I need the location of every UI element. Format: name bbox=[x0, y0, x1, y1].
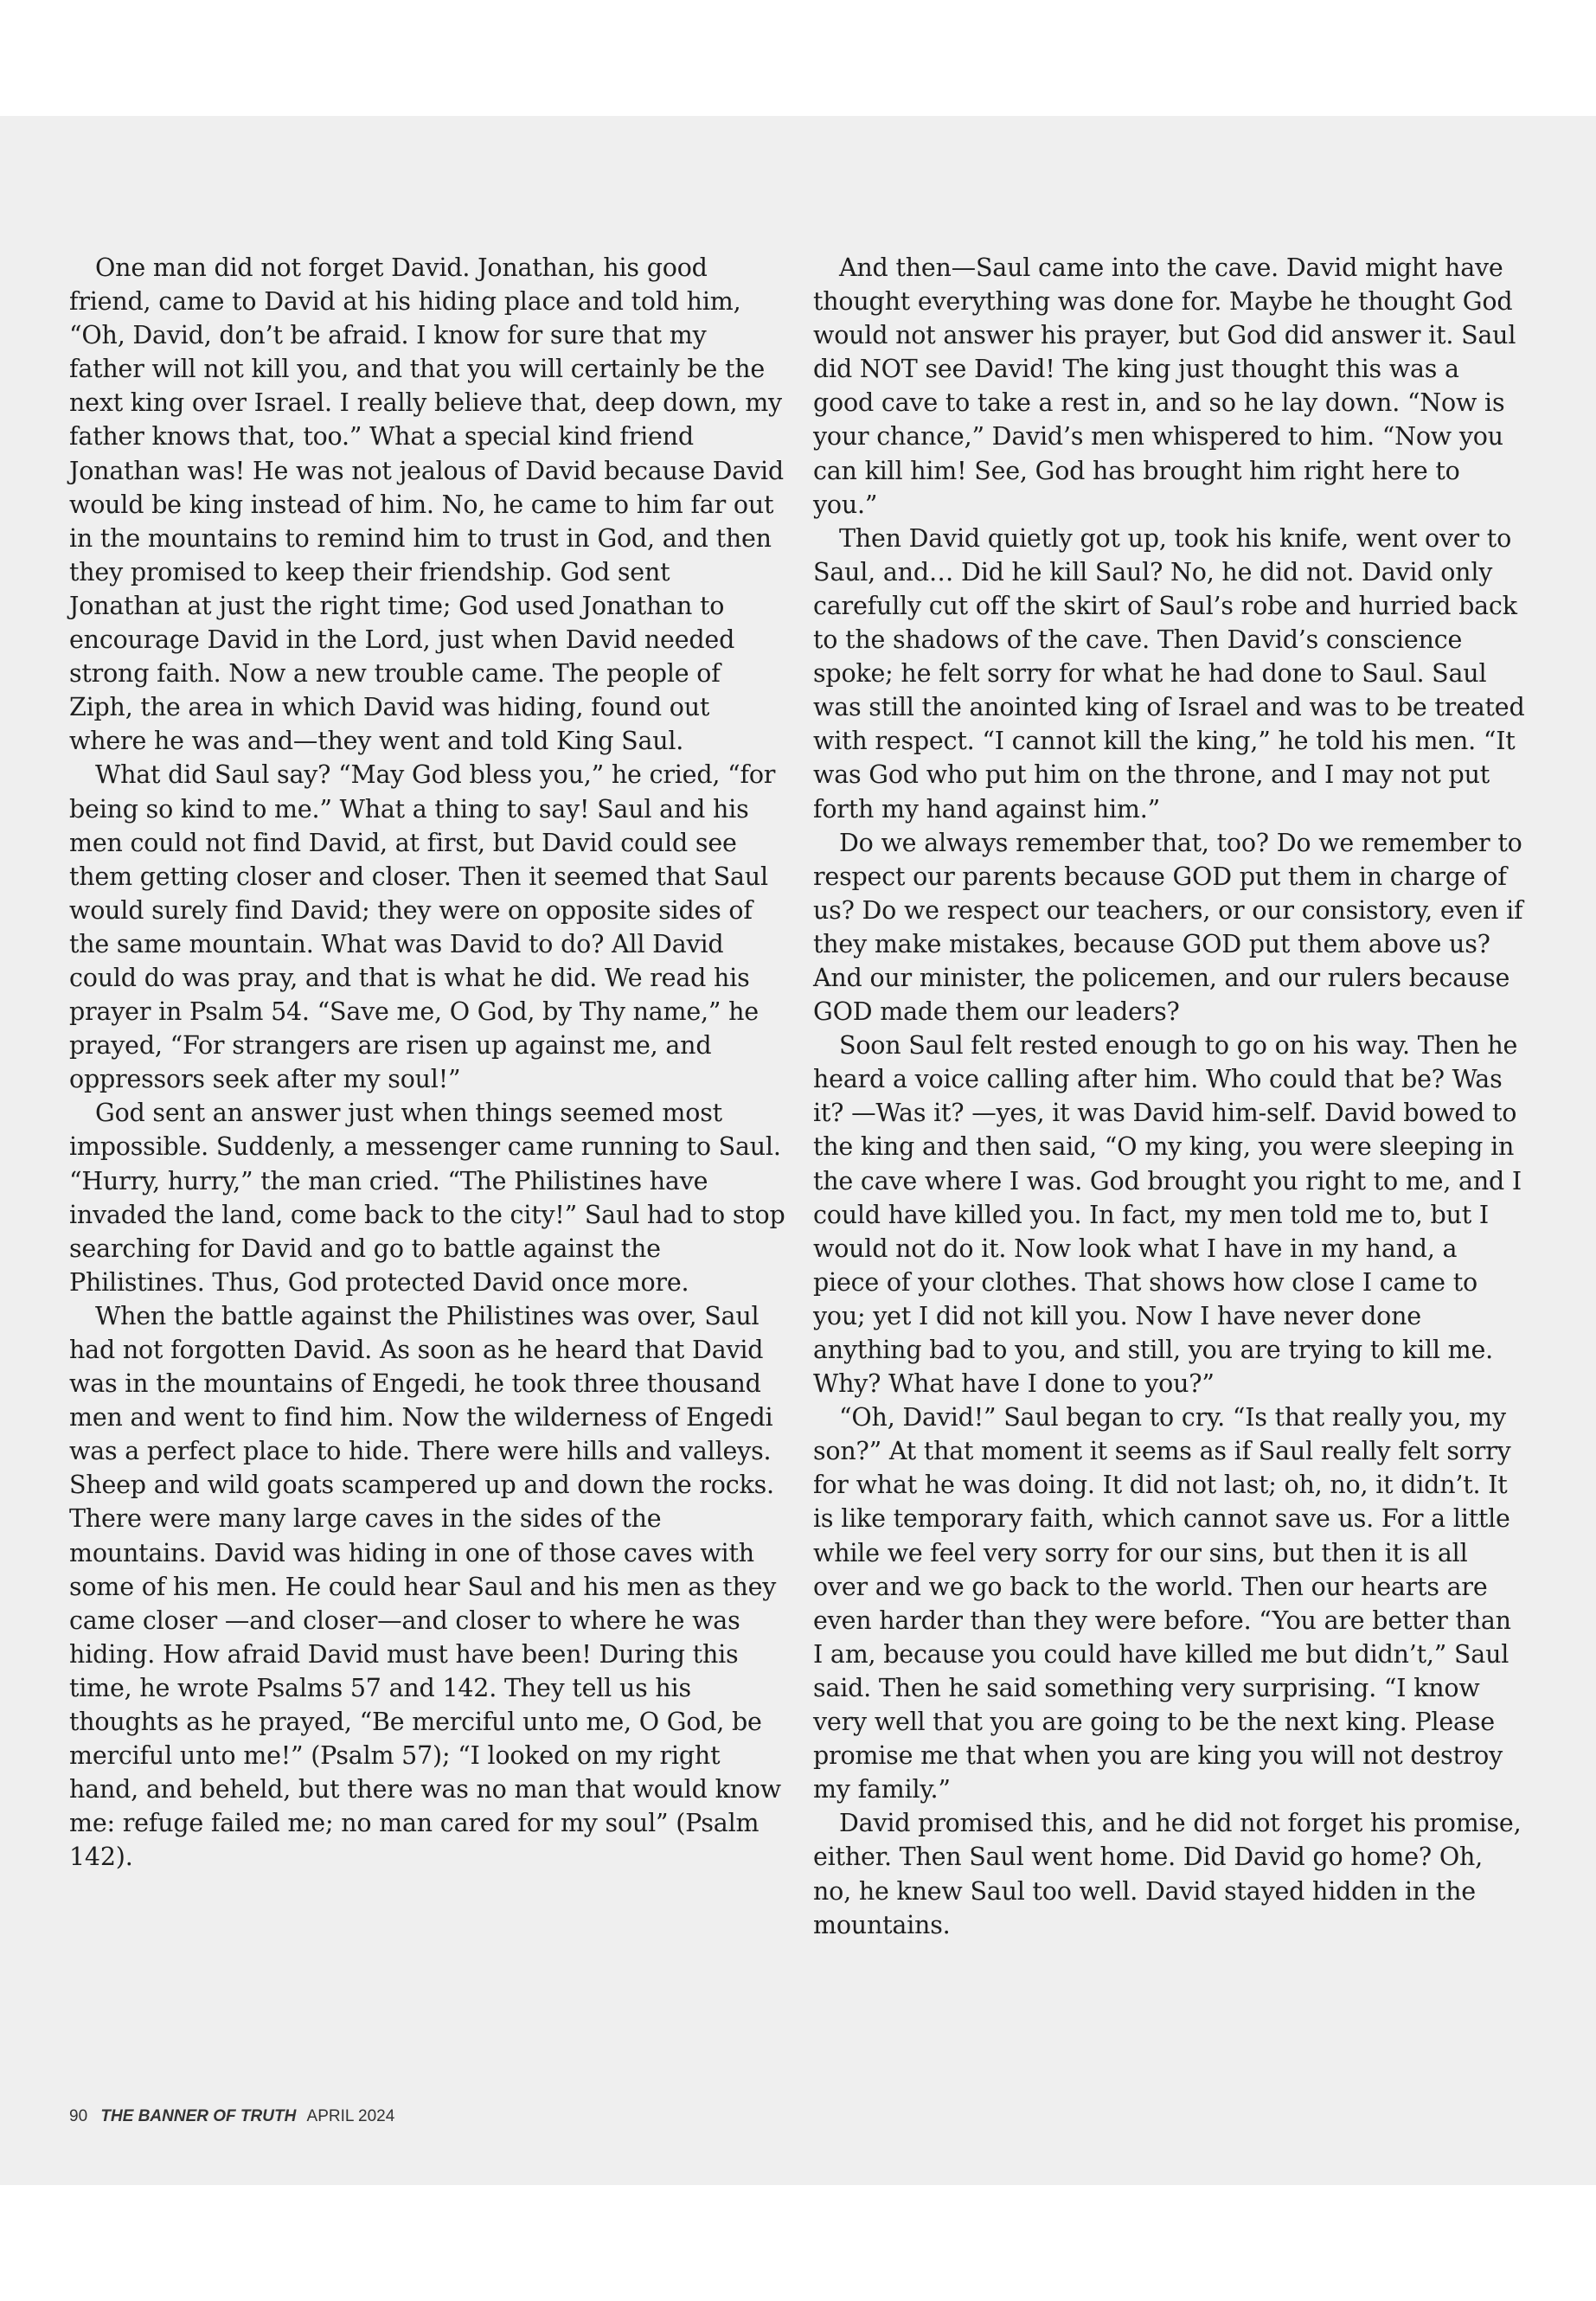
page-footer bbox=[69, 2107, 394, 2126]
paragraph: Soon Saul felt rested enough to go on his way. Then he heard a voice calling after him. Who could that be? Was it? —Was it? —yes, it was David him-self. David bowed to the king and then said, “O my king, you were sleeping in the cave where I was. God brought you right to me, and I could have killed you. In fact, my men told me to, but I would not do it. Now look what I have in my hand, a piece of your clothes. That shows how close I came to you; yet I did not kill you. Now I have never done anything bad to you, and still, you are trying to kill me. Why? What have I done to you?” bbox=[813, 1031, 1522, 1399]
page-number: 90 bbox=[69, 2107, 88, 2125]
paragraph: “Oh, David!” Saul began to cry. “Is that really you, my son?” At that moment it seems as if Saul really felt sorry for what he was doing. It did not last; oh, no, it didn’t. It is like temporary faith, which cannot save us. For a little while we feel very sorry for our sins, but then it is all over and we go back to the world. Then our hearts are even harder than they were before. “You are better than I am, because you could have killed me but didn’t,” Saul said. Then he said something very surprising. “I know very well that you are going to be the next king. Please promise me that when you are king you will not destroy my family.” bbox=[813, 1403, 1511, 1804]
paragraph: David promised this, and he did not forget his promise, either. Then Saul went home. Did David go home? Oh, no, he knew Saul too well. David stayed hidden in the mountains. bbox=[813, 1809, 1522, 1939]
publication-title: THE BANNER OF TRUTH bbox=[100, 2107, 297, 2125]
paragraph: One man did not forget David. Jonathan, his good friend, came to David at his hiding place and told him, “Oh, David, don’t be afraid. I know for sure that my father will not kill you, and that you will certainly be the next king over Israel. I really believe that, deep down, my father knows that, too.” What a special kind friend Jonathan was! He was not jealous of David because David would be king instead of him. No, he came to him far out in the mountains to remind him to trust in God, and then they promised to keep their friendship. God sent Jonathan at just the right time; God used Jonathan to encourage David in the Lord, just when David needed strong faith. Now a new trouble came. The people of Ziph, the area in which David was hiding, found out where he was and—they went and told King Saul. bbox=[69, 253, 784, 756]
paragraph: Do we always remember that, too? Do we remember to respect our parents because GOD put them in charge of us? Do we respect our teachers, or our consistory, even if they make mistakes, because GOD put them above us? And our minister, the policemen, and our rulers because GOD made them our leaders? bbox=[813, 828, 1523, 1027]
left-column bbox=[69, 251, 787, 1875]
paragraph: And then—Saul came into the cave. David might have thought everything was done for. Maybe he thought God would not answer his prayer, but God did answer it. Saul did NOT see David! The king just thought this was a good cave to take a rest in, and so he lay down. “Now is your chance,” David’s men whispered to him. “Now you can kill him! See, God has brought him right here to you.” bbox=[813, 253, 1516, 519]
paragraph: Then David quietly got up, took his knife, went over to Saul, and… Did he kill Saul? No, he did not. David only carefully cut off the skirt of Saul’s robe and hurried back to the shadows of the cave. Then David’s conscience spoke; he felt sorry for what he had done to Saul. Saul was still the anointed king of Israel and was to be treated with respect. “I cannot kill the king,” he told his men. “It was God who put him on the throne, and I may not put forth my hand against him.” bbox=[813, 523, 1525, 824]
right-column bbox=[813, 251, 1527, 1942]
paragraph: When the battle against the Philistines was over, Saul had not forgotten David. As soon as he heard that David was in the mountains of Engedi, he took three thousand men and went to find him. Now the wilderness of Engedi was a perfect place to hide. There were hills and valleys. Sheep and wild goats scampered up and down the rocks. There were many large caves in the sides of the mountains. David was hiding in one of those caves with some of his men. He could hear Saul and his men as they came closer —and closer—and closer to where he was hiding. How afraid David must have been! During this time, he wrote Psalms 57 and 142. They tell us his thoughts as he prayed, “Be merciful unto me, O God, be merciful unto me!” (Psalm 57); “I looked on my right hand, and beheld, but there was no man that would know me: refuge failed me; no man cared for my soul” (Psalm 142). bbox=[69, 1301, 781, 1872]
paragraph: God sent an answer just when things seemed most impossible. Suddenly, a messenger came running to Saul. “Hurry, hurry,” the man cried. “The Philistines have invaded the land, come back to the city!” Saul had to stop searching for David and go to battle against the Philistines. Thus, God protected David once more. bbox=[69, 1099, 785, 1297]
issue-date: APRIL 2024 bbox=[306, 2107, 395, 2125]
paragraph: What did Saul say? “May God bless you,” he cried, “for being so kind to me.” What a thing to say! Saul and his men could not find David, at first, but David could see them getting closer and closer. Then it seemed that Saul would surely find David; they were on opposite sides of the same mountain. What was David to do? All David could do was pray, and that is what he did. We read his prayer in Psalm 54. “Save me, O God, by Thy name,” he prayed, “For strangers are risen up against me, and oppressors seek after my soul!” bbox=[69, 760, 776, 1094]
